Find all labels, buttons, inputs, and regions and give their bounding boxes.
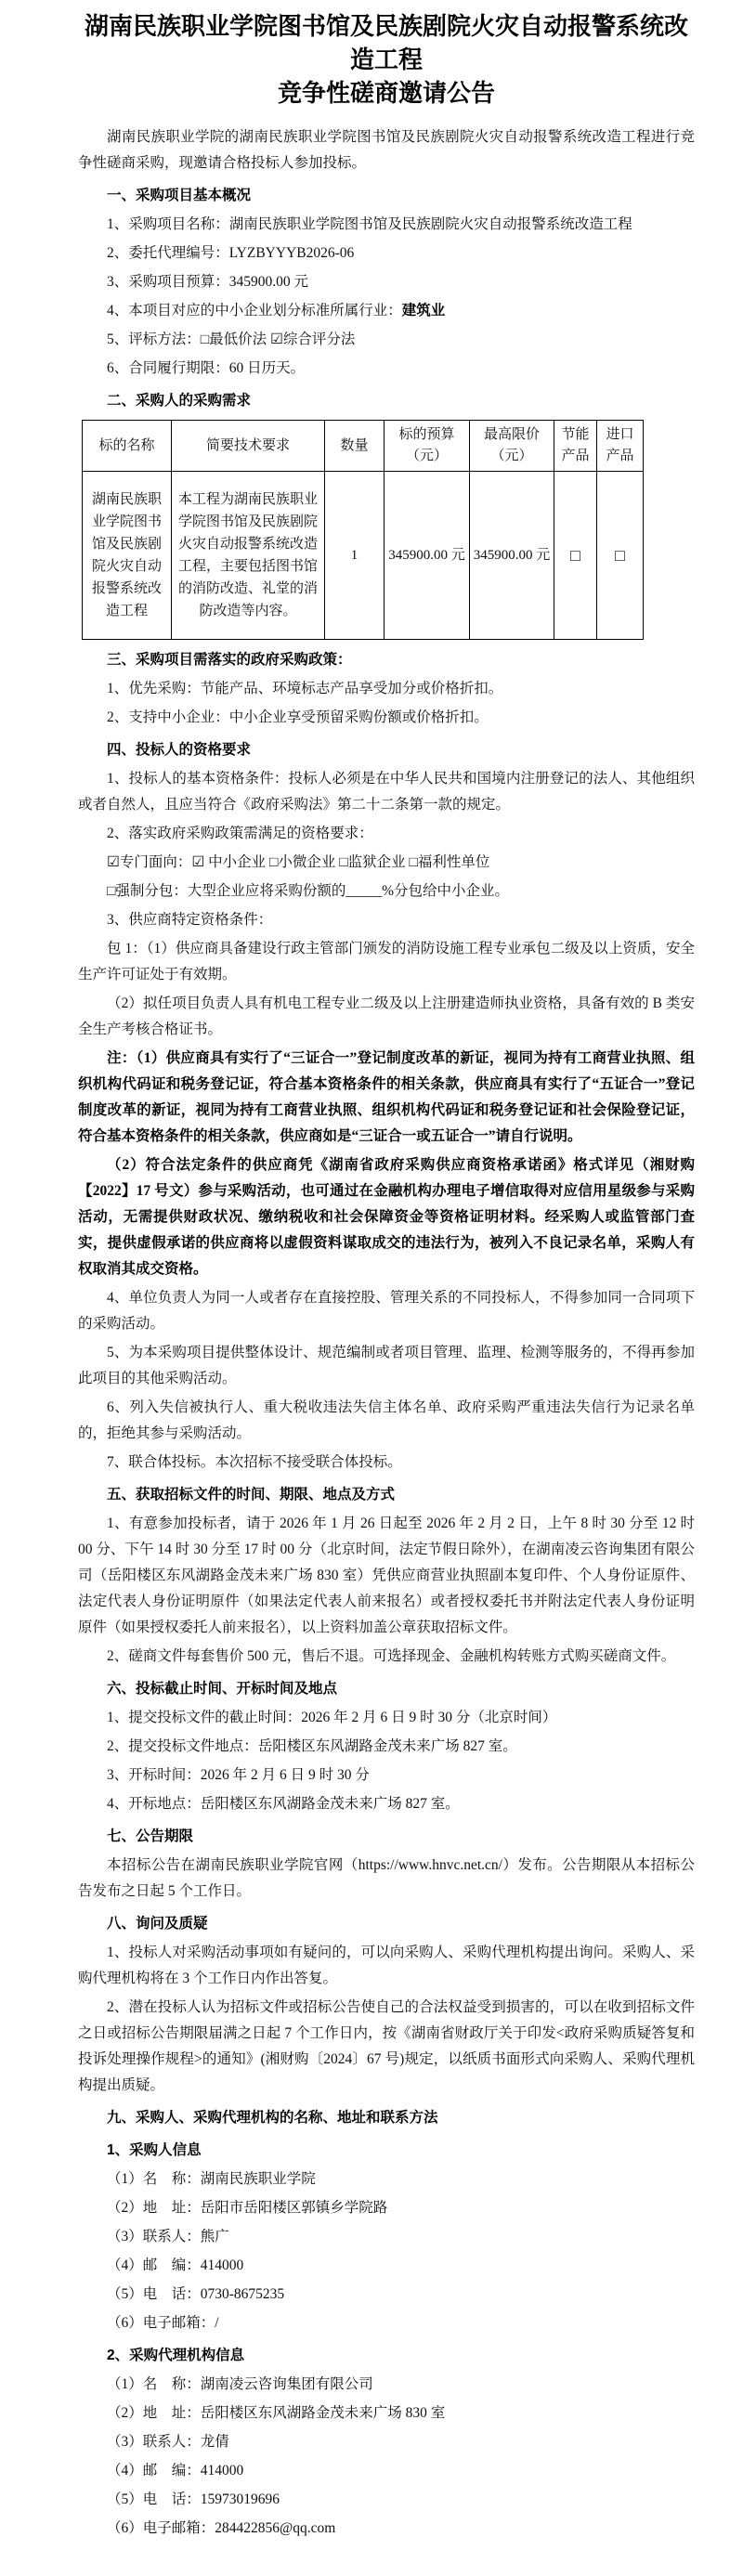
- col-header-subject-name: 标的名称: [83, 421, 172, 472]
- dishonest-list-item: 6、列入失信被执行人、重大税收违法失信主体名单、政府采购严重违法失信行为记录名单的，拒绝其参与采购活动。: [78, 1399, 695, 1441]
- energy-saving-checkbox: □: [554, 472, 597, 640]
- purchaser-zipcode: （4）邮 编：414000: [107, 2257, 244, 2273]
- agency-email: （6）电子邮箱：284422856@qq.com: [107, 2520, 336, 2536]
- agency-zipcode: （4）邮 编：414000: [107, 2463, 244, 2478]
- cell-max-price: 345900.00 元: [470, 472, 554, 640]
- support-smes-item: 2、支持中小企业：中小企业享受预留采购份额或价格折扣。: [107, 709, 489, 725]
- specific-qualification-item: 3、供应商特定资格条件：: [107, 912, 273, 928]
- purchaser-email: （6）电子邮箱：/: [107, 2315, 219, 2331]
- document-price-item: 2、磋商文件每套售价 500 元，售后不退。可选择现金、金融机构转账方式购买磋商文件。: [107, 1648, 676, 1664]
- industry-item: [78, 298, 695, 324]
- agency-info-heading: 2、采购代理机构信息: [107, 2348, 245, 2363]
- col-header-imported: 进口产品: [597, 421, 644, 472]
- purchaser-address: （2）地 址：岳阳市岳阳楼区郭镇乡学院路: [107, 2200, 388, 2216]
- bid-opening-place-item: 4、开标地点：岳阳楼区东风湖路金茂未来广场 827 室。: [107, 1796, 460, 1812]
- bid-submission-place-item: 2、提交投标文件地点：岳阳楼区东风湖路金茂未来广场 827 室。: [107, 1738, 517, 1754]
- section-4-heading: 四、投标人的资格要求: [107, 742, 252, 758]
- purchaser-name: （1）名 称：湖南民族职业学院: [107, 2171, 316, 2187]
- agency-address: （2）地 址：岳阳楼区东风湖路金茂未来广场 830 室: [107, 2405, 446, 2421]
- consortium-bid-item: 7、联合体投标。本次招标不接受联合体投标。: [107, 1454, 402, 1470]
- announcement-period-paragraph: 本招标公告在湖南民族职业学院官网（https://www.hnvc.net.cn/）发布。公告期限从本招标公告发布之日起 5 个工作日。: [78, 1857, 695, 1899]
- same-principal-item: 4、单位负责人为同一人或者存在直接控股、管理关系的不同投标人，不得参加同一合同项下的采购活动。: [78, 1290, 695, 1332]
- section-3-heading: 三、采购项目需落实的政府采购政策：: [107, 652, 352, 668]
- section-1-heading: 一、采购项目基本概况: [107, 188, 252, 203]
- contract-period-item: 6、合同履行期限：60 日历天。: [107, 360, 306, 376]
- forced-subcontract-line: □强制分包：大型企业应将采购份额的_____%分包给中小企业。: [107, 883, 510, 899]
- cell-tech-requirements: 本工程为湖南民族职业学院图书馆及民族剧院火灾自动报警系统改造工程，主要包括图书馆的消防改造、礼堂的消防改造等内容。: [172, 472, 325, 640]
- basic-qualification-item: 1、投标人的基本资格条件：投标人必须是在中华人民共和国境内注册登记的法人、其他组织或者自然人，且应当符合《政府采购法》第二十二条第一款的规定。: [78, 771, 695, 813]
- note-certificates: 注：（1）供应商具有实行了“三证合一”登记制度改革的新证，视同为持有工商营业执照、组织机构代码证和税务登记证，符合基本资格条件的相关条款，供应商具有实行了“五证合一”登记制度改革的新证，视同为持有工商营业执照、组织机构代码证和税务登记证和社会保险登记证，符合基本资格条件的相关条款，供应商如是“三证合一或五证合一”请自行说明。: [78, 1050, 695, 1144]
- package1-requirement: 包 1：（1）供应商具备建设行政主管部门颁发的消防设施工程专业承包二级及以上资质，安全生产许可证处于有效期。: [78, 941, 695, 982]
- project-manager-requirement: （2）拟任项目负责人具有机电工程专业二级及以上注册建造师执业资格，具备有效的 B 类安全生产考核合格证书。: [78, 995, 695, 1037]
- design-service-item: 5、为本采购项目提供整体设计、规范编制或者项目管理、监理、检测等服务的，不得再参加此项目的其他采购活动。: [78, 1345, 695, 1386]
- section-8-heading: 八、询问及质疑: [107, 1916, 208, 1932]
- procurement-requirements-table: [82, 420, 644, 640]
- col-header-quantity: 数量: [325, 421, 385, 472]
- project-budget-item: 3、采购项目预算：345900.00 元: [107, 274, 309, 290]
- note-commitment-letter: （2）符合法定条件的供应商凭《湖南省政府采购供应商资格承诺函》格式详见（湘财购【2022】17 号文）参与采购活动，也可通过在金融机构办理电子增信取得对应信用星级参与采购活动，无需提供财政状况、缴纳税收和社会保障资金等资格证明材料。经采购人或监管部门查实，提供虚假承诺的供应商将以虚假资料谋取成交的违法行为，被列入不良记录名单，采购人有权取消其成交资格。: [78, 1157, 695, 1277]
- intro-paragraph: 湖南民族职业学院的湖南民族职业学院图书馆及民族剧院火灾自动报警系统改造工程进行竞争性磋商采购，现邀请合格投标人参加投标。: [78, 129, 695, 171]
- evaluation-method-item: 5、评标方法：□最低价法 ☑综合评分法: [107, 332, 356, 347]
- purchaser-info-heading: 1、采购人信息: [107, 2142, 202, 2158]
- table-row: [83, 472, 644, 640]
- priority-procurement-item: 1、优先采购：节能产品、环境标志产品享受加分或价格折扣。: [107, 681, 503, 696]
- agency-name: （1）名 称：湖南凌云咨询集团有限公司: [107, 2376, 373, 2392]
- purchaser-phone: （5）电 话：0730-8675235: [107, 2286, 285, 2302]
- industry-item-value: 建筑业: [401, 303, 446, 319]
- agency-phone: （5）电 话：15973019696: [107, 2491, 280, 2507]
- cell-subject-name: 湖南民族职业学院图书馆及民族剧院火灾自动报警系统改造工程: [83, 472, 172, 640]
- policy-qualification-item: 2、落实政府采购政策需满足的资格要求：: [107, 826, 373, 841]
- section-5-heading: 五、获取招标文件的时间、期限、地点及方式: [107, 1487, 396, 1503]
- document-obtain-item: 1、有意参加投标者，请于 2026 年 1 月 26 日起至 2026 年 2 月 2 日，上午 8 时 30 分至 12 时 00 分、下午 14 时 30 分至 17 时 00 分（北京时间，法定节假日除外），在湖南凌云咨询集团有限公司（岳阳楼区东风湖路金茂未来广场 830 室）凭供应商营业执照副本复印件、个人身份证原件、法定代表人身份证明原件（如果法定代表人前来报名）或者授权委托书并附法定代表人身份证明原件（如果授权委托人前来报名），以上资料加盖公章获取招标文件。: [78, 1516, 695, 1635]
- imported-product-checkbox: □: [597, 472, 644, 640]
- col-header-energy-saving: 节能产品: [554, 421, 597, 472]
- document-title: [78, 9, 695, 110]
- section-6-heading: 六、投标截止时间、开标时间及地点: [107, 1681, 338, 1697]
- table-header-row: [83, 421, 644, 472]
- document-title-line2: 竞争性磋商邀请公告: [277, 79, 495, 107]
- section-2-heading: 二、采购人的采购需求: [107, 393, 252, 409]
- col-header-max-price: 最高限价（元）: [470, 421, 554, 472]
- cell-quantity: 1: [325, 472, 385, 640]
- section-9-heading: 九、采购人、采购代理机构的名称、地址和联系方法: [107, 2110, 438, 2126]
- cell-budget: 345900.00 元: [385, 472, 470, 640]
- agency-number-item: 2、委托代理编号：LYZBYYYB2026-06: [107, 245, 355, 261]
- purchaser-contact: （3）联系人：熊广: [107, 2229, 229, 2244]
- bid-deadline-item: 1、提交投标文件的截止时间：2026 年 2 月 6 日 9 时 30 分（北京时间）: [107, 1710, 557, 1725]
- industry-item-label: 4、本项目对应的中小企业划分标准所属行业：: [107, 303, 402, 319]
- challenge-item: 2、潜在投标人认为招标文件或招标公告使自己的合法权益受到损害的，可以在收到招标文件之日或招标公告期限届满之日起 7 个工作日内，按《湖南省财政厅关于印发<政府采购质疑答复和投诉处理操作规程>的通知》(湘财购〔2024〕67 号)规定，以纸质书面形式向采购人、采购代理机构提出质疑。: [78, 1999, 695, 2093]
- agency-contact: （3）联系人：龙倩: [107, 2434, 229, 2450]
- project-name-item: 1、采购项目名称：湖南民族职业学院图书馆及民族剧院火灾自动报警系统改造工程: [107, 216, 632, 232]
- section-7-heading: 七、公告期限: [107, 1828, 194, 1844]
- targeted-smes-line: ☑专门面向：☑ 中小企业 □小微企业 □监狱企业 □福利性单位: [107, 854, 490, 870]
- col-header-budget: 标的预算（元）: [385, 421, 470, 472]
- document-title-line1: 湖南民族职业学院图书馆及民族剧院火灾自动报警系统改造工程: [84, 12, 688, 73]
- inquiry-item: 1、投标人对采购活动事项如有疑问的，可以向采购人、采购代理机构提出询问。采购人、采购代理机构将在 3 个工作日内作出答复。: [78, 1945, 695, 1986]
- bid-opening-time-item: 3、开标时间：2026 年 2 月 6 日 9 时 30 分: [107, 1767, 370, 1783]
- col-header-tech-requirements: 简要技术要求: [172, 421, 325, 472]
